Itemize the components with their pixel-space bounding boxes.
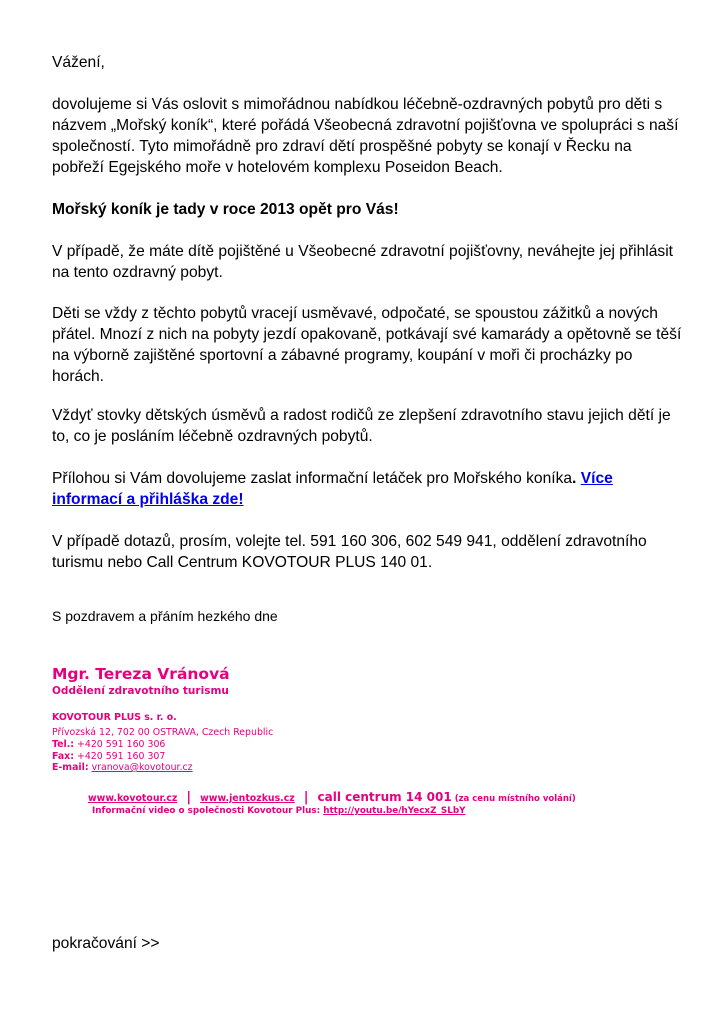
contact-paragraph: V případě dotazů, prosím, volejte tel. 591 160 306, 602 549 941, oddělení zdravotního turismu nebo Call Centrum KOVOTOUR PLUS 140 01. bbox=[52, 533, 647, 571]
signature-department: Oddělení zdravotního turismu bbox=[52, 685, 229, 697]
mission-paragraph: Vždyť stovky dětských úsměvů a radost rodičů ze zlepšení zdravotního stavu jejich dětí je to, co je posláním léčebně ozdravných pobytů. bbox=[52, 407, 671, 445]
email-label: E-mail: bbox=[52, 762, 89, 773]
signature-address: Přívozská 12, 702 00 OSTRAVA, Czech Republic bbox=[52, 727, 274, 738]
video-label: Informační video o společnosti Kovotour Plus: bbox=[92, 806, 321, 816]
call-centre-note: (za cenu místního volání) bbox=[454, 794, 576, 804]
attachment-dot: . bbox=[572, 470, 577, 487]
more-info-link[interactable]: Více informací a přihláška zde! bbox=[52, 470, 613, 508]
signature-company: KOVOTOUR PLUS s. r. o. bbox=[52, 712, 177, 723]
greeting: Vážení, bbox=[52, 54, 105, 71]
email-link[interactable]: vranova@kovotour.cz bbox=[91, 762, 193, 773]
insured-child-paragraph: V případě, že máte dítě pojištěné u Všeobecné zdravotní pojišťovny, neváhejte jej přihlásit na tento ozdravný pobyt. bbox=[52, 243, 674, 281]
continue-label: pokračování >> bbox=[52, 935, 160, 952]
signature-phone bbox=[52, 739, 165, 750]
intro-paragraph: dovolujeme si Vás oslovit s mimořádnou nabídkou léčebně-ozdravných pobytů pro děti s názvem „Mořský koník“, které pořádá Všeobecná zdravotní pojišťovna ve spolupráci s naší společností. Tyto mimořádně pro zdraví dětí prospěšné pobyty se konají v Řecku na pobřeží Egejského moře v hotelovém komplexu Poseidon Beach. bbox=[52, 96, 679, 176]
video-link[interactable]: http://youtu.be/hYecxZ_SLbY bbox=[323, 806, 466, 816]
call-centre-number: call centrum 14 001 bbox=[317, 790, 452, 804]
footer-separator: | bbox=[303, 790, 309, 805]
attachment-text: Přílohou si Vám dovolujeme zaslat informační letáček pro Mořského koníka bbox=[52, 470, 573, 487]
kovotour-web-link[interactable]: www.kovotour.cz bbox=[88, 793, 178, 804]
jentozkus-web-link[interactable]: www.jentozkus.cz bbox=[200, 793, 295, 804]
signature-name: Mgr. Tereza Vránová bbox=[52, 665, 230, 683]
footer-separator: | bbox=[186, 790, 192, 805]
signature-fax bbox=[52, 751, 165, 762]
closing-regards: S pozdravem a přáním hezkého dne bbox=[52, 608, 278, 624]
experience-paragraph: Děti se vždy z těchto pobytů vracejí usměvavé, odpočaté, se spoustou zážitků a nových přátel. Mnozí z nich na pobyty jezdí opakovaně, potkávají své kamarády a opětovně se těší na výborně zajištěné sportovní a zábavné programy, koupání v moři či procházky po horách. bbox=[52, 305, 682, 385]
company-video-line bbox=[92, 805, 466, 817]
signature-email bbox=[52, 762, 193, 773]
fax-label: Fax: bbox=[52, 751, 74, 762]
phone-label: Tel.: bbox=[52, 739, 75, 750]
phone-value: +420 591 160 306 bbox=[74, 739, 166, 750]
attachment-paragraph bbox=[52, 468, 682, 510]
headline: Mořský koník je tady v roce 2013 opět pro Vás! bbox=[52, 201, 399, 218]
fax-value: +420 591 160 307 bbox=[73, 751, 166, 762]
